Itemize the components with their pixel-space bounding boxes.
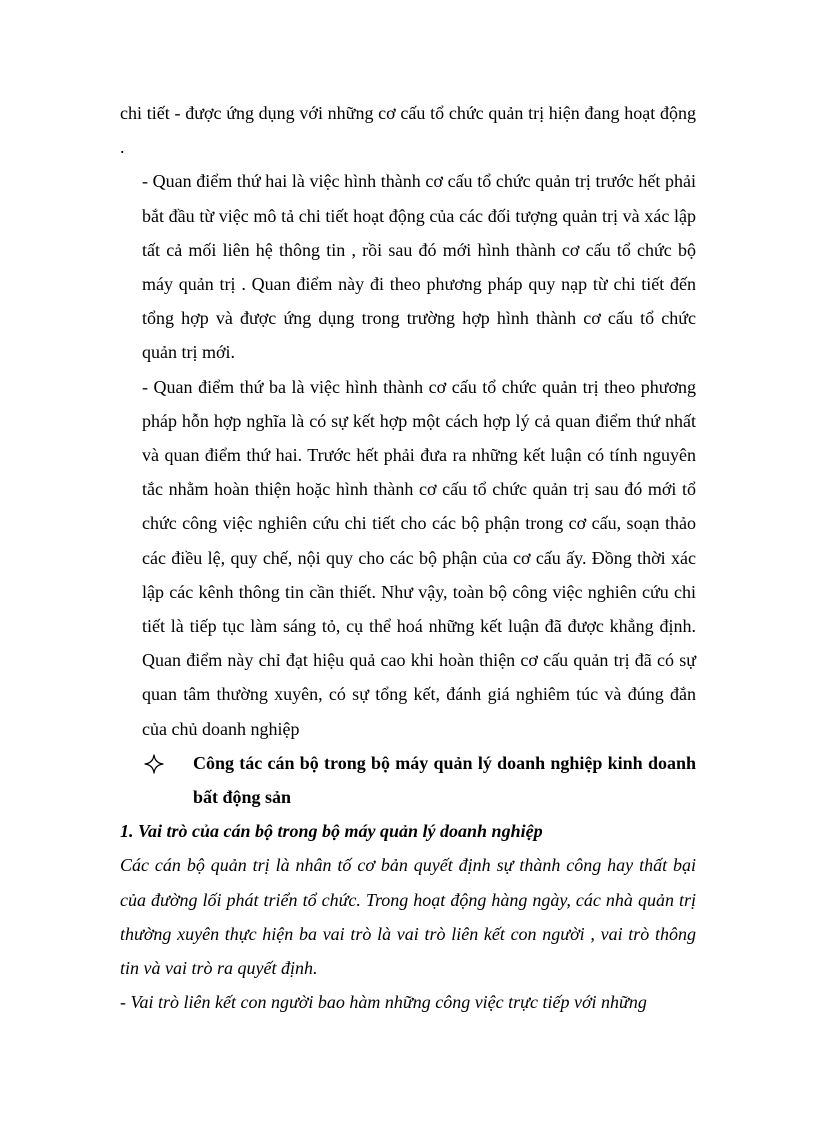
second-viewpoint-paragraph: - Quan điểm thứ hai là việc hình thành cơ cấu tổ chức quản trị trước hết phải bắt đầu từ việc mô tả chi tiết hoạt động của các đối tượng quản trị và xác lập tất cả mối liên hệ thông tin , rồi sau đó mới hình thành cơ cấu tổ chức bộ máy quản trị . Quan điểm này đi theo phương pháp quy nạp từ chi tiết đến tổng hợp và được ứng dụng trong trường hợp hình thành cơ cấu tổ chức quản trị mới.: [142, 171, 696, 363]
subheading-roles: 1. Vai trò của cán bộ trong bộ máy quản lý doanh nghiệp: [120, 821, 543, 842]
section-heading-text: Công tác cán bộ trong bộ máy quản lý doanh nghiệp kinh doanh bất động sản: [193, 752, 696, 808]
linking-role-paragraph: - Vai trò liên kết con người bao hàm những công việc trực tiếp với những: [120, 992, 647, 1013]
document-body: [120, 96, 696, 1019]
roles-intro-paragraph: Các cán bộ quản trị là nhân tố cơ bản quyết định sự thành công hay thất bại của đường lối phát triển tổ chức. Trong hoạt động hàng ngày, các nhà quản trị thường xuyên thực hiện ba vai trò là vai trò liên kết con người , vai trò thông tin và vai trò ra quyết định.: [120, 855, 696, 979]
third-viewpoint-paragraph: - Quan điểm thứ ba là việc hình thành cơ cấu tổ chức quản trị theo phương pháp hỗn hợp nghĩa là có sự kết hợp một cách hợp lý cả quan điểm thứ nhất và quan điểm thứ hai. Trước hết phải đưa ra những kết luận có tính nguyên tắc nhằm hoàn thiện hoặc hình thành cơ cấu tổ chức quản trị sau đó mới tổ chức công việc nghiên cứu chi tiết cho các bộ phận trong cơ cấu, soạn thảo các điều lệ, quy chế, nội quy cho các bộ phận của cơ cấu ấy. Đồng thời xác lập các kênh thông tin cần thiết. Như vậy, toàn bộ công việc nghiên cứu chi tiết là tiếp tục làm sáng tỏ, cụ thể hoá những kết luận đã được khẳng định. Quan điểm này chỉ đạt hiệu quả cao khi hoàn thiện cơ cấu quản trị đã có sự quan tâm thường xuyên, có sự tổng kết, đánh giá nghiêm túc và đúng đắn của chủ doanh nghiệp: [142, 376, 696, 739]
section-heading: [120, 746, 696, 814]
four-pointed-star-icon: [144, 746, 166, 780]
continuation-paragraph: chi tiết - được ứng dụng với những cơ cấu tổ chức quản trị hiện đang hoạt động .: [120, 103, 696, 158]
